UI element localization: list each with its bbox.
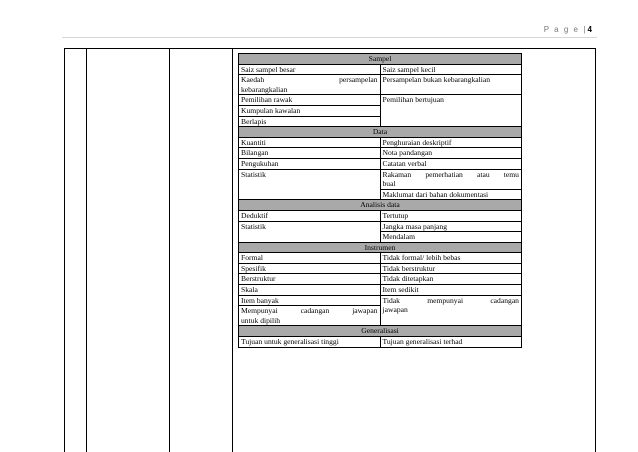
table-cell: Nota pandangan (380, 148, 522, 159)
table-row (239, 64, 522, 75)
table-cell (380, 169, 522, 189)
section-title-generalisasi: Generalisasi (239, 326, 522, 337)
table-cell: Berstruktur (239, 274, 381, 285)
table-row (239, 95, 522, 106)
table-cell: Kuantiti (239, 137, 381, 148)
table-row (239, 169, 522, 189)
table-cell: Tertutup (380, 210, 522, 221)
cell-word: persampelan (339, 75, 378, 85)
table-row (239, 137, 522, 148)
column-divider-3 (232, 49, 233, 452)
table-cell: Pemilihan rawak (239, 95, 381, 106)
cell-line: bual (382, 179, 396, 189)
table-cell: Tidak ditetapkan (380, 274, 522, 285)
cell-line: untuk dipilih (241, 315, 281, 325)
table-cell: Saiz sampel besar (239, 64, 381, 75)
table-cell: Pemilihan bertujuan (380, 95, 522, 127)
table-cell: Tidak formal/ lebih bebas (380, 253, 522, 264)
table-cell: Tidak berstruktur (380, 263, 522, 274)
table-cell: Statistik (239, 221, 381, 242)
table-cell: Tujuan generalisasi terhad (380, 337, 522, 348)
cell-line: kebarangkalian (241, 84, 288, 94)
table-cell: Pengukuhan (239, 158, 381, 169)
table-row (239, 295, 522, 306)
table-row (239, 253, 522, 264)
section-header-row (239, 127, 522, 138)
section-title-sampel: Sampel (239, 54, 522, 65)
page-label: P a g e (543, 25, 580, 34)
cell-word: cadangan (490, 295, 519, 305)
table-cell (380, 295, 522, 326)
table-row (239, 285, 522, 296)
table-cell: Item sedikit (380, 285, 522, 296)
cell-word: cadangan (300, 306, 330, 316)
table-cell: Saiz sampel kecil (380, 64, 522, 75)
cell-word: pemerhatian (425, 169, 463, 179)
cell-word: Tidak (382, 295, 400, 305)
cell-line: jawapan (382, 305, 408, 315)
cell-word: Mempunyai (241, 306, 278, 316)
table-cell: Kumpulan kawalan (239, 105, 381, 116)
cell-word: mempunyai (427, 295, 464, 305)
table-cell: Catatan verbal (380, 158, 522, 169)
cell-word: Rakaman (382, 169, 412, 179)
table-row (239, 274, 522, 285)
section-title-data: Data (239, 127, 522, 138)
table-cell: Formal (239, 253, 381, 264)
page-separator: | (583, 25, 586, 34)
comparison-table (238, 53, 522, 348)
table-row (239, 263, 522, 274)
section-header-row (239, 200, 522, 211)
table-row (239, 75, 522, 95)
table-cell: Berlapis (239, 116, 381, 127)
page-header (544, 25, 592, 34)
table-cell: Maklumat dari bahan dokumentasi (380, 189, 522, 200)
table-row (239, 210, 522, 221)
table-cell: Tujuan untuk generalisasi tinggi (239, 337, 381, 348)
cell-word: Kaedah (241, 75, 265, 85)
table-cell: Bilangan (239, 148, 381, 159)
table-row (239, 337, 522, 348)
table-cell: Skala (239, 285, 381, 296)
table-cell: Jangka masa panjang (380, 221, 522, 232)
cell-word: temu (503, 169, 519, 179)
table-cell: Item banyak (239, 295, 381, 306)
section-title-analisis: Analisis data (239, 200, 522, 211)
column-divider-2 (169, 49, 170, 452)
section-header-row (239, 54, 522, 65)
cell-word: atau (477, 169, 490, 179)
cell-word: jawapan (352, 306, 378, 316)
table-row (239, 158, 522, 169)
table-cell: Deduktif (239, 210, 381, 221)
table-cell (239, 306, 381, 326)
section-title-instrumen: Instrumen (239, 242, 522, 253)
table-cell: Penghuraian deskriptif (380, 137, 522, 148)
table-cell: Mendalam (380, 232, 522, 243)
section-header-row (239, 242, 522, 253)
table-cell: Persampelan bukan kebarangkalian (380, 75, 522, 95)
table-row (239, 221, 522, 232)
table-cell: Spesifik (239, 263, 381, 274)
table-row (239, 148, 522, 159)
table-cell: Statistik (239, 169, 381, 200)
table-cell (239, 75, 381, 95)
page-number: 4 (587, 25, 592, 34)
header-rule (62, 37, 597, 38)
column-divider-1 (86, 49, 87, 452)
section-header-row (239, 326, 522, 337)
